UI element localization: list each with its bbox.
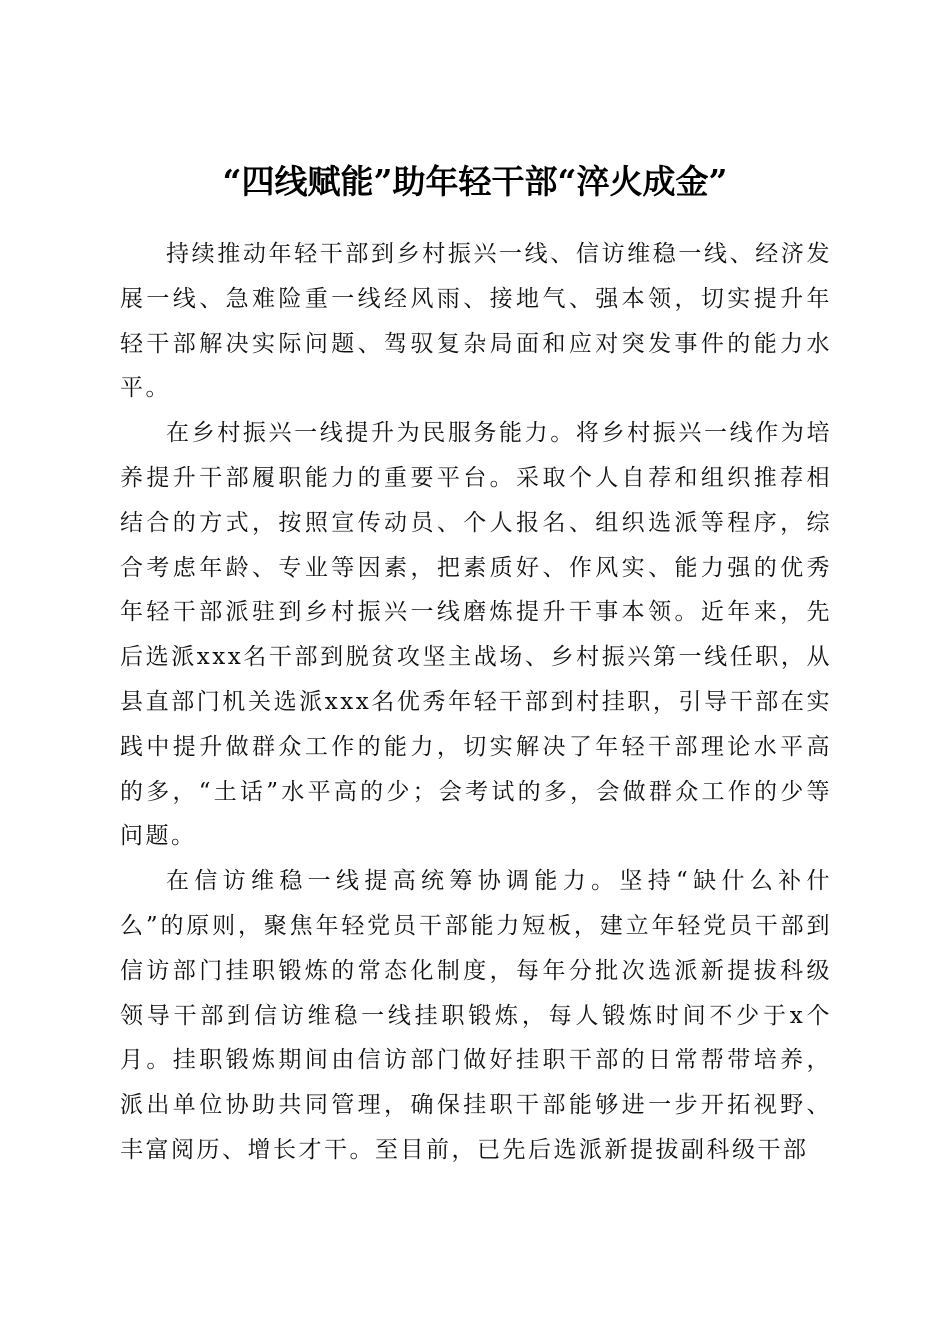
document-body: [120, 232, 832, 1173]
paragraph-rural-revitalization: 在乡村振兴一线提升为民服务能力。将乡村振兴一线作为培养提升干部履职能力的重要平台。采取个人自荐和组织推荐相结合的方式，按照宣传动员、个人报名、组织选派等程序，综合考虑年龄、专业等因素，把素质好、作风实、能力强的优秀年轻干部派驻到乡村振兴一线磨炼提升干事本领。近年来，先后选派xxx名干部到脱贫攻坚主战场、乡村振兴第一线任职，从县直部门机关选派xxx名优秀年轻干部到村挂职，引导干部在实践中提升做群众工作的能力，切实解决了年轻干部理论水平高的多，“土话”水平高的少；会考试的多，会做群众工作的少等问题。: [120, 420, 832, 850]
paragraph-petition-stability: 在信访维稳一线提高统筹协调能力。坚持“缺什么补什么”的原则，聚焦年轻党员干部能力短板，建立年轻党员干部到信访部门挂职锻炼的常态化制度，每年分批次选派新提拔科级领导干部到信访维稳一线挂职锻炼，每人锻炼时间不少于x个月。挂职锻炼期间由信访部门做好挂职干部的日常帮带培养，派出单位协助共同管理，确保挂职干部能够进一步开拓视野、丰富阅历、增长才干。至目前，已先后选派新提拔副科级干部: [120, 868, 832, 1163]
paragraph-intro: 持续推动年轻干部到乡村振兴一线、信访维稳一线、经济发展一线、急难险重一线经风雨、接地气、强本领，切实提升年轻干部解决实际问题、驾驭复杂局面和应对突发事件的能力水平。: [120, 241, 832, 402]
document-title: “四线赋能”助年轻干部“淬火成金”: [222, 162, 728, 202]
